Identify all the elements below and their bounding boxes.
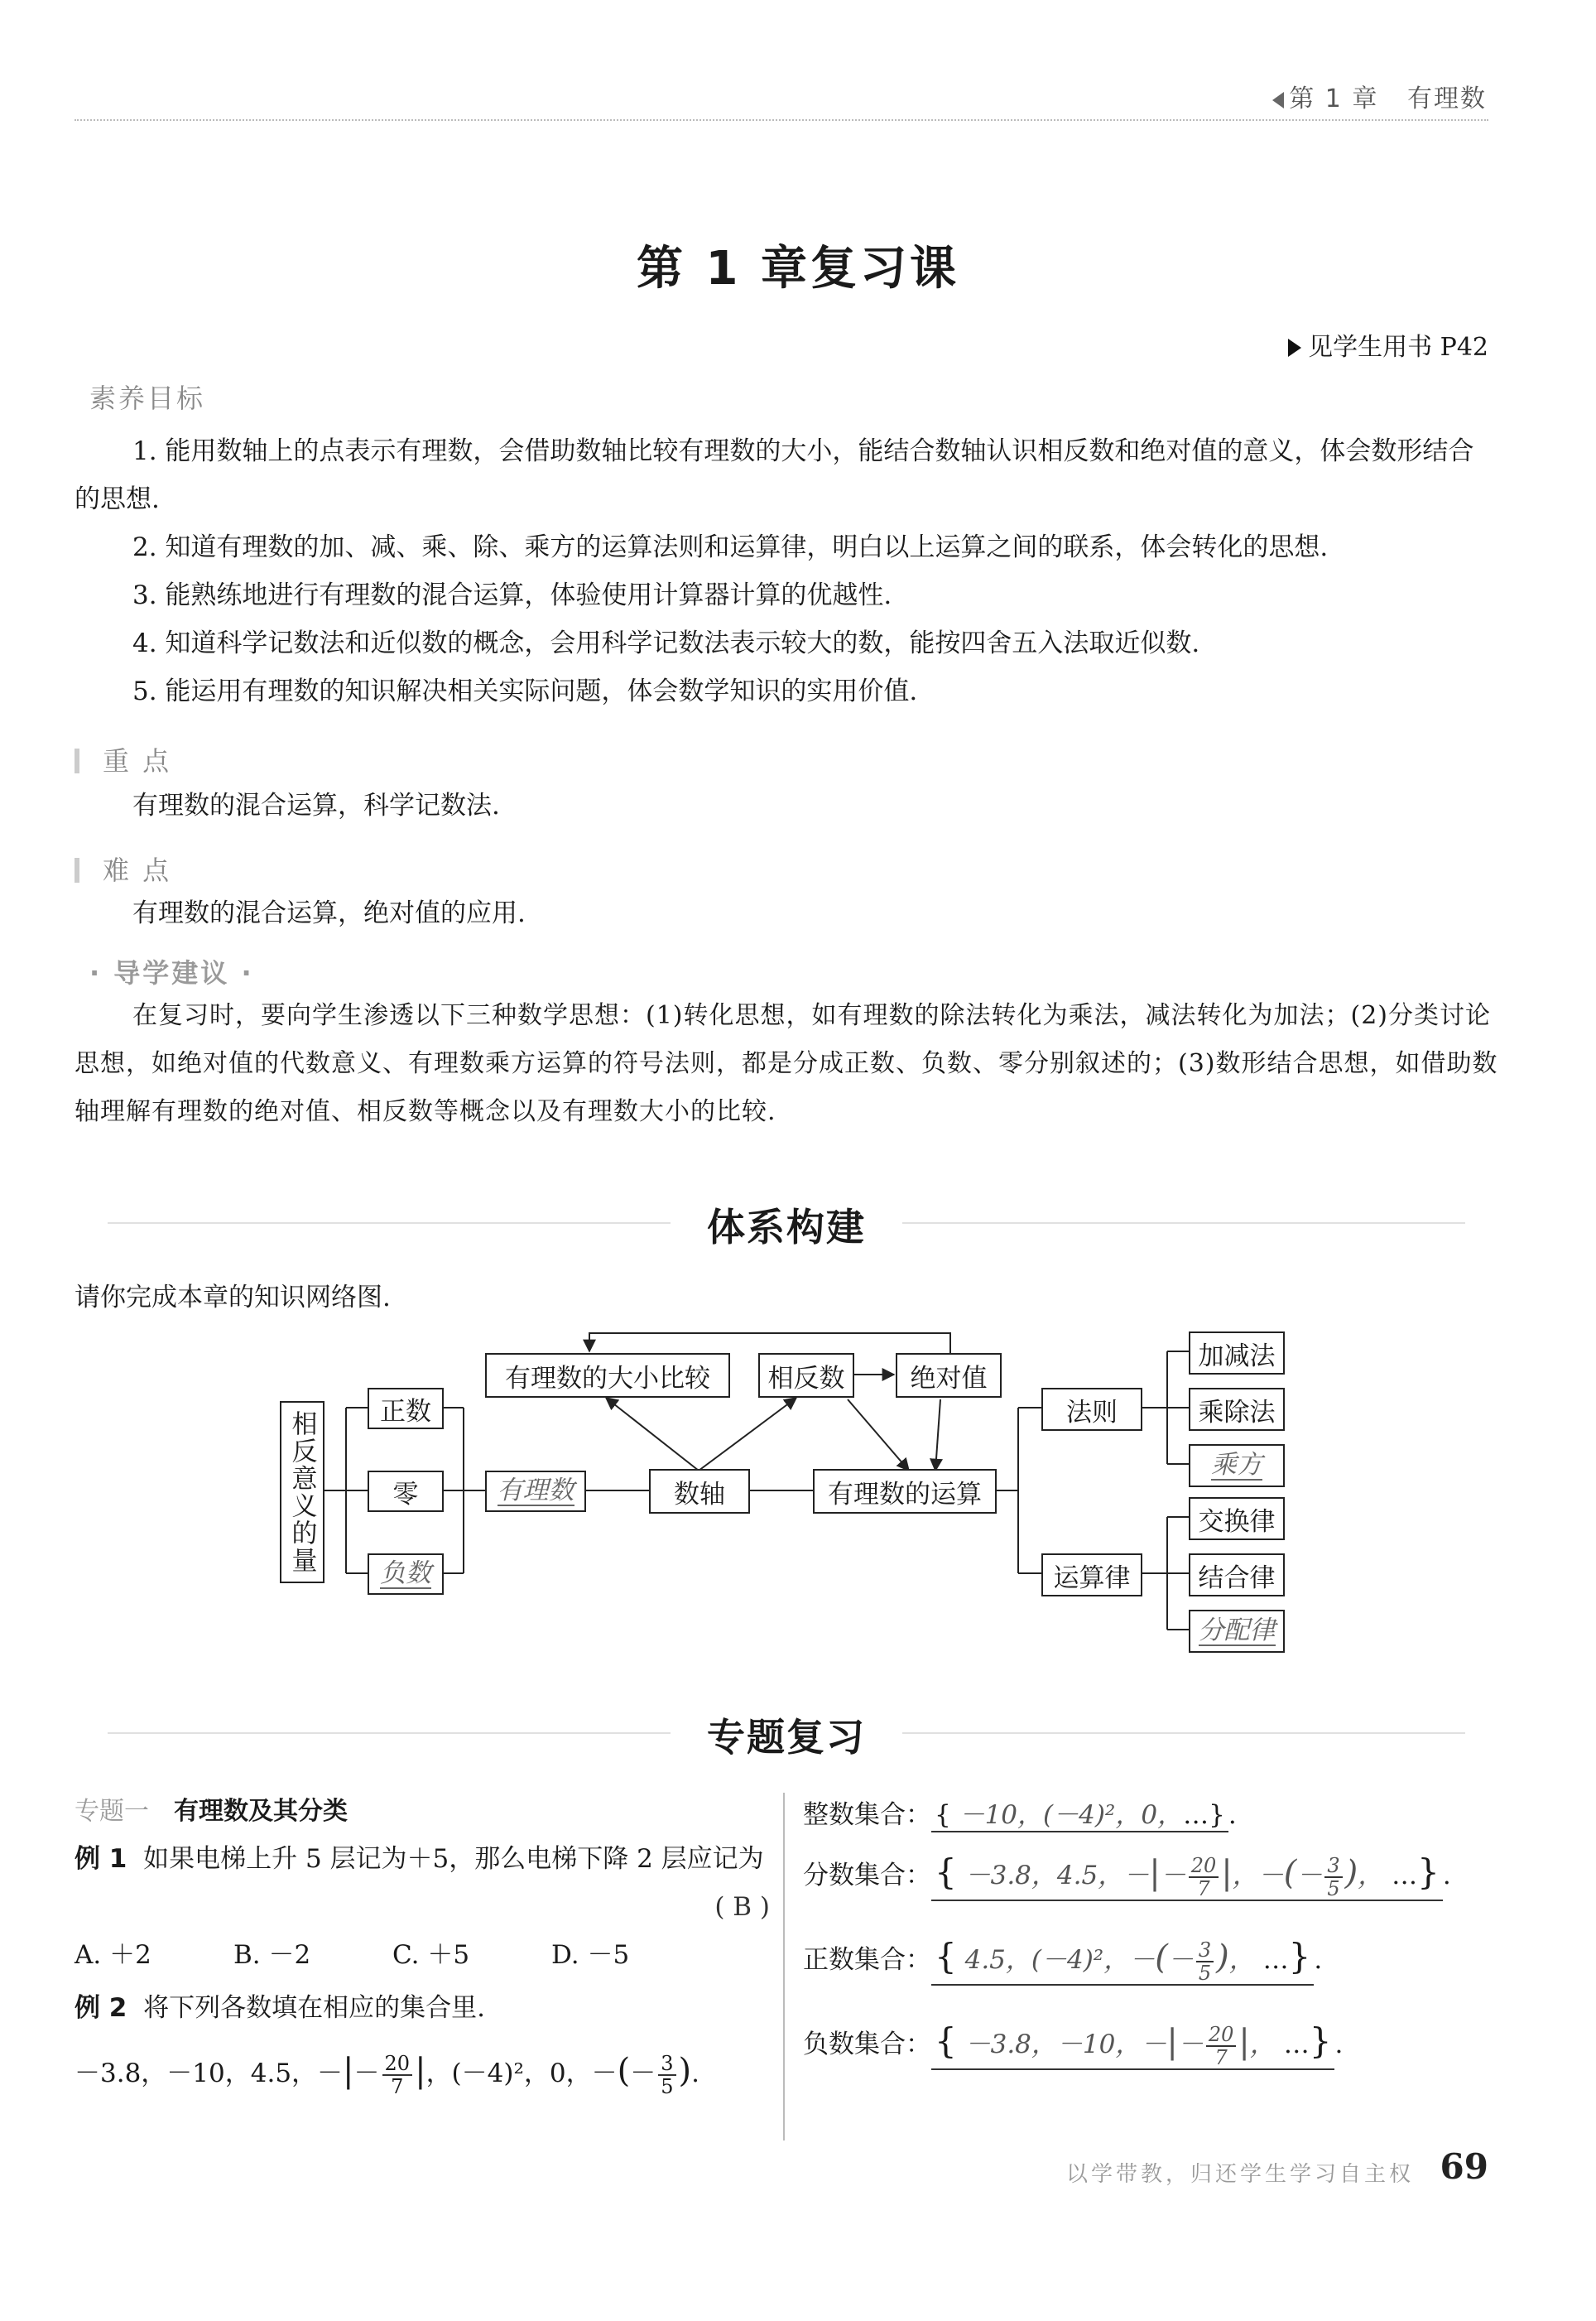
chapter-label: 第 1 章 <box>1289 84 1379 113</box>
guide-label: · 导学建议 · <box>89 957 254 989</box>
example-2-numbers: －3.8，－10，4.5，－|－ $\frac{20}{7}$ |，(－4)²，0，－(－ $\frac{3}{5}$ ). <box>75 2051 699 2098</box>
column-divider <box>783 1793 785 2140</box>
fraction-3-5: $\frac{3}{5}$ <box>658 2053 675 2097</box>
goal-item-3: 3. 能熟练地进行有理数的混合运算，体验使用计算器计算的优越性. <box>132 580 892 610</box>
goal-item-5: 5. 能运用有理数的知识解决相关实际问题，体会数学知识的实用价值. <box>132 677 918 706</box>
map-root-box: 相反意义的量 <box>280 1401 324 1583</box>
map-distributive-answer: 分配律 <box>1198 1616 1276 1645</box>
map-absolute-box: 绝对值 <box>896 1353 1002 1398</box>
example-1 <box>75 1835 770 1931</box>
fraction-set-label: 分数集合： <box>803 1861 931 1890</box>
integer-set-answer: －10，(－4)²，0， <box>959 1800 1184 1830</box>
map-intro: 请你完成本章的知识网络图. <box>75 1283 391 1312</box>
subject-label: 有理数 <box>1407 84 1487 113</box>
difficult-point-text: 有理数的混合运算，绝对值的应用. <box>132 898 526 928</box>
map-power-answer: 乘方 <box>1211 1450 1262 1480</box>
reference-text: 见学生用书 P42 <box>1308 333 1488 362</box>
negative-set-label: 负数集合： <box>803 2030 931 2059</box>
footer-slogan: 以学带教，归还学生学习自主权 <box>1065 2162 1414 2187</box>
map-distributive-box <box>1189 1610 1285 1653</box>
goal-item-4: 4. 知道科学记数法和近似数的概念，会用科学记数法表示较大的数，能按四舍五入法取近似数. <box>132 628 1200 658</box>
topic-name: 有理数及其分类 <box>174 1797 348 1826</box>
difficult-point-label: 难 点 <box>75 850 171 888</box>
positive-set: 正数集合：{ 4.5，(－4)²，－(－ $\frac{3}{5}$ )， …} . <box>803 1936 1323 1985</box>
example-1-label: 例 1 <box>75 1844 127 1874</box>
map-associative-box: 结合律 <box>1189 1553 1285 1596</box>
example-2-label: 例 2 <box>75 1993 127 2023</box>
map-opposite-box: 相反数 <box>758 1353 854 1398</box>
guide-text: 在复习时，要向学生渗透以下三种数学思想：(1)转化思想，如有理数的除法转化为乘法，减法转化为加法；(2)分类讨论思想，如绝对值的代数意义、有理数乘方运算的符号法则，都是分成正数、负数、零分别叙述的；(3)数形结合思想，如借助数轴理解有理数的绝对值、相反数等概念以及有理数大小的比较. <box>75 1001 1498 1126</box>
option-a: A. ＋2 <box>75 1940 151 1970</box>
map-laws-box: 运算律 <box>1041 1553 1142 1596</box>
map-compare-box: 有理数的大小比较 <box>485 1353 730 1398</box>
system-banner-title: 体系构建 <box>707 1205 866 1250</box>
map-mul-div-box: 乘除法 <box>1189 1388 1285 1431</box>
example-2-text: 将下列各数填在相应的集合里. <box>143 1993 485 2023</box>
topic-heading <box>75 1790 770 1827</box>
positive-set-answer: 4.5，(－4)²，－(－ $\frac{3}{5}$ )， <box>964 1938 1255 1985</box>
goals-label: 素养目标 <box>89 383 206 414</box>
goal-item-1: 1. 能用数轴上的点表示有理数，会借助数轴比较有理数的大小，能结合数轴认识相反数和绝对值的意义，体会数形结合的思想. <box>75 436 1474 514</box>
map-rational-answer: 有理数 <box>497 1476 574 1505</box>
option-b: B. －2 <box>233 1940 311 1970</box>
integer-set-label: 整数集合： <box>803 1800 931 1830</box>
option-d: D. －5 <box>551 1940 630 1970</box>
fraction-20-7: $\frac{20}{7}$ <box>382 2053 413 2097</box>
example-2 <box>75 1984 770 2032</box>
map-number-line-box: 数轴 <box>649 1469 750 1514</box>
page-number: 69 <box>1440 2146 1488 2187</box>
map-rules-box: 法则 <box>1041 1388 1142 1431</box>
negative-set: 负数集合：{ －3.8，－10，－|－ $\frac{20}{7}$ |， …} . <box>803 2020 1344 2069</box>
map-rational-box <box>485 1471 586 1512</box>
topic-tag: 专题一 <box>75 1797 149 1826</box>
map-negative-box <box>368 1553 444 1595</box>
map-positive-box: 正数 <box>368 1388 444 1429</box>
topic-banner <box>75 1699 1498 1765</box>
map-add-sub-box: 加减法 <box>1189 1331 1285 1375</box>
key-point-label: 重 点 <box>75 740 171 778</box>
positive-set-label: 正数集合： <box>803 1945 931 1975</box>
example-1-answer: ( B ) <box>714 1892 770 1922</box>
map-power-box <box>1189 1444 1285 1487</box>
map-commutative-box: 交换律 <box>1189 1497 1285 1540</box>
example-1-options <box>75 1931 770 1979</box>
map-negative-answer: 负数 <box>380 1558 431 1588</box>
option-c: C. ＋5 <box>392 1940 470 1970</box>
fraction-set-answer: －3.8，4.5，－|－ $\frac{20}{7}$ |，－(－ $\frac{3}{5}$ )， <box>964 1853 1384 1900</box>
map-operations-box: 有理数的运算 <box>813 1469 997 1514</box>
map-zero-box: 零 <box>368 1471 444 1512</box>
topic-banner-title: 专题复习 <box>707 1715 866 1760</box>
example-1-text: 如果电梯上升 5 层记为＋5，那么电梯下降 2 层应记为 <box>143 1844 764 1874</box>
negative-set-answer: －3.8，－10，－|－ $\frac{20}{7}$ |， <box>964 2022 1276 2069</box>
goal-item-2: 2. 知道有理数的加、减、乘、除、乘方的运算法则和运算律，明白以上运算之间的联系，体会转化的思想. <box>132 532 1329 562</box>
page-title: 第 1 章复习课 <box>637 242 959 296</box>
integer-set: 整数集合： { －10，(－4)²，0，…} . <box>803 1794 1515 1832</box>
key-point-text: 有理数的混合运算，科学记数法. <box>132 791 500 821</box>
fraction-set: 分数集合：{ －3.8，4.5，－|－ $\frac{20}{7}$ |，－(－ $\frac{3}{5}$ )， …} . <box>803 1852 1451 1900</box>
